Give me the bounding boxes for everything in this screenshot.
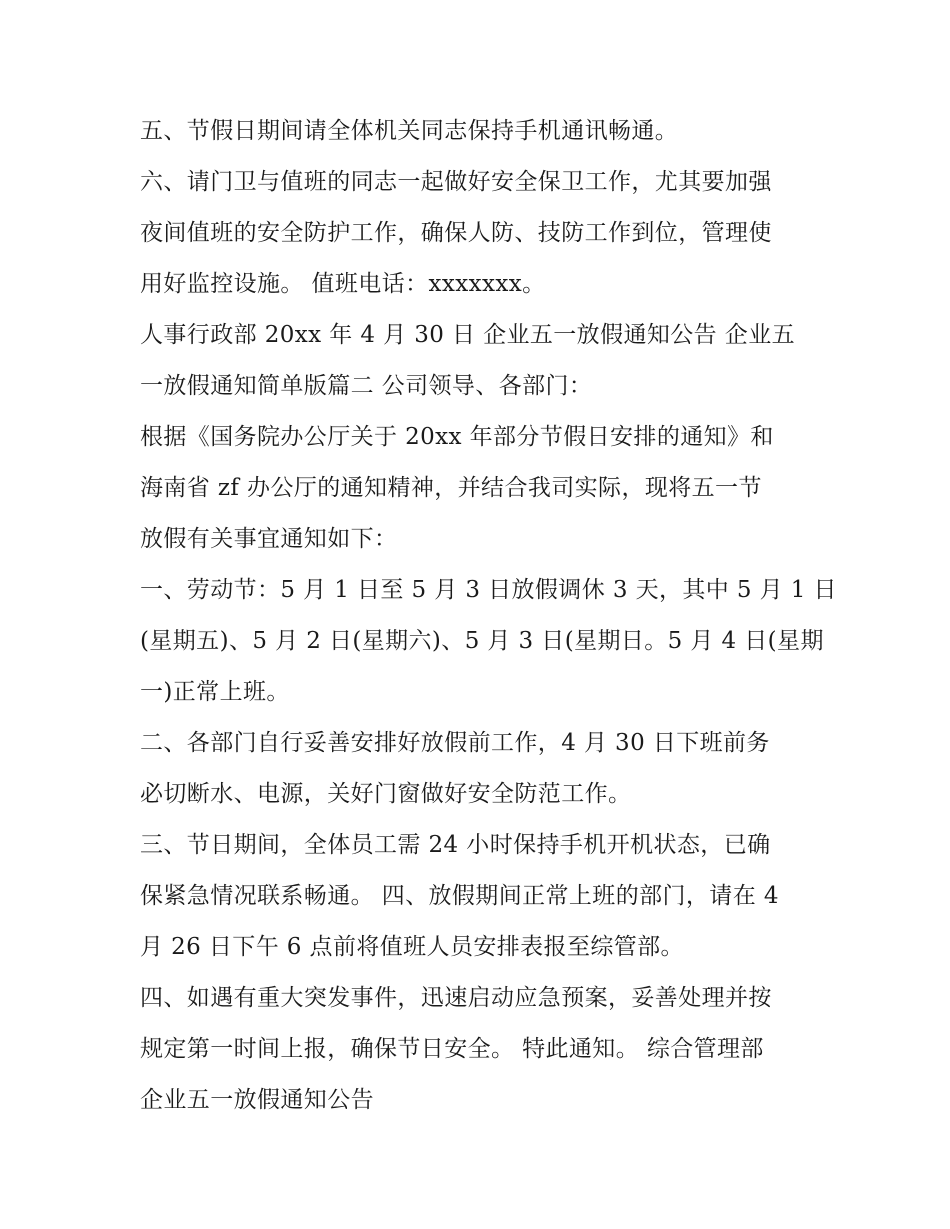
text-line: 放假有关事宜通知如下：	[140, 526, 398, 552]
text-line: 人事行政部 20xx 年 4 月 30 日 企业五一放假通知公告 企业五	[140, 322, 795, 348]
text-line: 四、如遇有重大突发事件，迅速启动应急预案，妥善处理并按	[140, 985, 772, 1011]
text-line: 根据《国务院办公厅关于 20xx 年部分节假日安排的通知》和	[140, 424, 774, 450]
text-line: 规定第一时间上报，确保节日安全。 特此通知。 综合管理部	[140, 1036, 764, 1062]
text-line: 一)正常上班。	[140, 679, 290, 705]
document-body	[140, 106, 837, 1126]
text-line: (星期五)、5 月 2 日(星期六)、5 月 3 日(星期日。5 月 4 日(星期	[140, 628, 824, 654]
text-line: 用好监控设施。 值班电话：xxxxxxx。	[140, 271, 546, 297]
text-line: 五、节假日期间请全体机关同志保持手机通讯畅通。	[140, 118, 679, 144]
text-line: 企业五一放假通知公告	[140, 1087, 374, 1113]
text-line: 一放假通知简单版篇二 公司领导、各部门：	[140, 373, 593, 399]
text-line: 三、节日期间，全体员工需 24 小时保持手机开机状态，已确	[140, 832, 771, 858]
text-line: 必切断水、电源，关好门窗做好安全防范工作。	[140, 781, 632, 807]
text-line: 海南省 zf 办公厅的通知精神，并结合我司实际，现将五一节	[140, 475, 762, 501]
text-line: 二、各部门自行妥善安排好放假前工作，4 月 30 日下班前务	[140, 730, 770, 756]
text-line: 一、劳动节：5 月 1 日至 5 月 3 日放假调休 3 天，其中 5 月 1 日	[140, 577, 837, 603]
text-line: 月 26 日下午 6 点前将值班人员安排表报至综管部。	[140, 934, 684, 960]
text-line: 六、请门卫与值班的同志一起做好安全保卫工作，尤其要加强	[140, 169, 772, 195]
text-line: 保紧急情况联系畅通。 四、放假期间正常上班的部门，请在 4	[140, 883, 779, 909]
text-line: 夜间值班的安全防护工作，确保人防、技防工作到位，管理使	[140, 220, 772, 246]
